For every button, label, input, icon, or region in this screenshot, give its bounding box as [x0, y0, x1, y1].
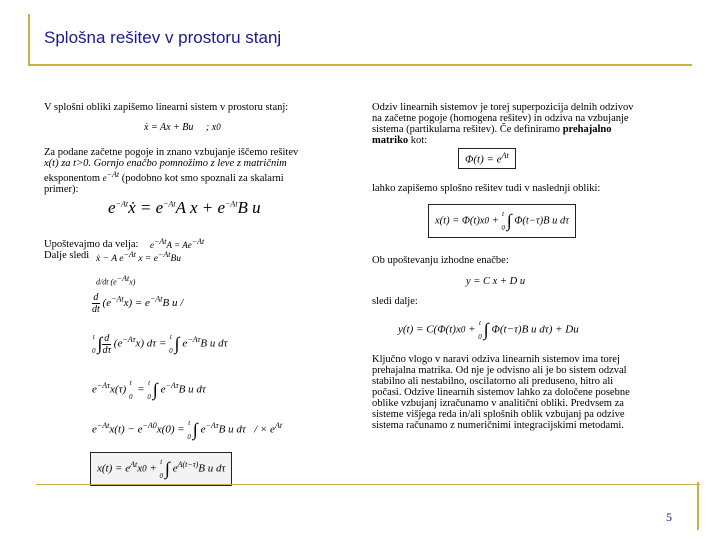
equation-step-4: $e^{-At}x(t) - e^{-A0}x(0) = t$ 0 ∫ $e^{-A\tau}B$ u dτ / × $e^{At}$	[92, 419, 283, 441]
right-paragraph-5: Ključno vlogo v naravi odziva linearnih sistemov ima torej prehajalna matrika. Od nje je odvisno ali je bo sistem odzval stabilno ali nestabilno, oscilatorno ali preduseno, hitro ali počasi. Odzive linearnih sistemov lahko za določene posebne oblike vzbujanj izračunamo v analitični obliki. Predvsem za sisteme višjega reda in/ali splošnih oblik vzbujanj pa odzive sistema računamo z numeričnimi integracijskimi metodami.	[372, 354, 630, 431]
equation-step-2: t 0 ∫ $\frac{d}{d\tau}$ $(e^{-A\tau}x) d\tau = t$ 0 ∫ $e^{-A\tau}B$ u dτ	[92, 332, 228, 356]
page-number: 5	[666, 510, 672, 524]
multiplied-equation: $e^{-At}ẋ = e^{-At}A$ $x + e^{-At}B$ u	[108, 198, 261, 217]
title-divider	[28, 64, 692, 66]
transition-matrix-definition: $\Phi(t) = e^{At}$	[458, 148, 516, 169]
right-paragraph-3: Ob upoštevanju izhodne enačbe:	[372, 255, 509, 266]
page-title: Splošna rešitev v prostoru stanj	[44, 28, 282, 47]
state-equation: ẋ = Ax + Bu ; x0	[144, 122, 221, 133]
equation-step-1: $\frac{d}{dt}$ $(e^{-At}x) = e^{-At}B$ u /	[92, 292, 184, 315]
footer-accent-bar	[697, 482, 699, 530]
left-paragraph-3: Upoštevajmo da velja: Dalje sledi	[44, 239, 139, 261]
footer-divider	[36, 484, 700, 485]
left-intro-text: V splošni obliki zapišemo linearni sistem v prostoru stanj:	[44, 102, 289, 113]
right-paragraph-2: lahko zapišemo splošno rešitev tudi v naslednji obliki:	[372, 183, 601, 194]
output-solution-equation: y(t) = C(Φ(t)x0 + t 0 ∫ Φ(t−τ)B u dτ) + Du	[398, 319, 579, 341]
right-paragraph-4: sledi dalje:	[372, 296, 418, 307]
identity-equation: $e^{-At}A = Ae^{-At}$	[150, 237, 205, 250]
general-solution-right: x(t) = Φ(t)x0 + t 0 ∫ Φ(t−τ)B u dτ	[428, 204, 576, 238]
equation-step-3: $e^{-A\tau}x(\tau)$ t 0 = t 0 ∫ $e^{-A\tau}B$ u dτ	[92, 379, 206, 401]
title-accent-bar	[28, 14, 30, 66]
derivative-note: d/dt $(e^{-At}x)$	[96, 274, 136, 287]
left-paragraph-2: Za podane začetne pogoje in znano vzbujanje iščemo rešitev x(t) za t>0. Gornjo enačbo pomnožimo z leve z matričnim eksponentom $e^{-At}$ (podobno kot smo spoznali za skalarni primer):	[44, 147, 299, 195]
general-solution-left: $x(t) = e^{At}x0 + t$ 0 ∫ $e^{A(t-\tau)}B$ u dτ	[90, 452, 232, 486]
output-equation: y = C x + D u	[466, 276, 526, 287]
right-paragraph-1: Odziv linearnih sistemov je torej superpozicija delnih odzivov na začetne pogoje (homogena rešitev) in odziva na vzbujanje sistema (partikularna rešitev). Če definiramo prehajalno matriko kot:	[372, 102, 634, 146]
derivative-step-equation: ẋ − A $e^{-At}$ $x = e^{-At}Bu$	[96, 250, 181, 265]
